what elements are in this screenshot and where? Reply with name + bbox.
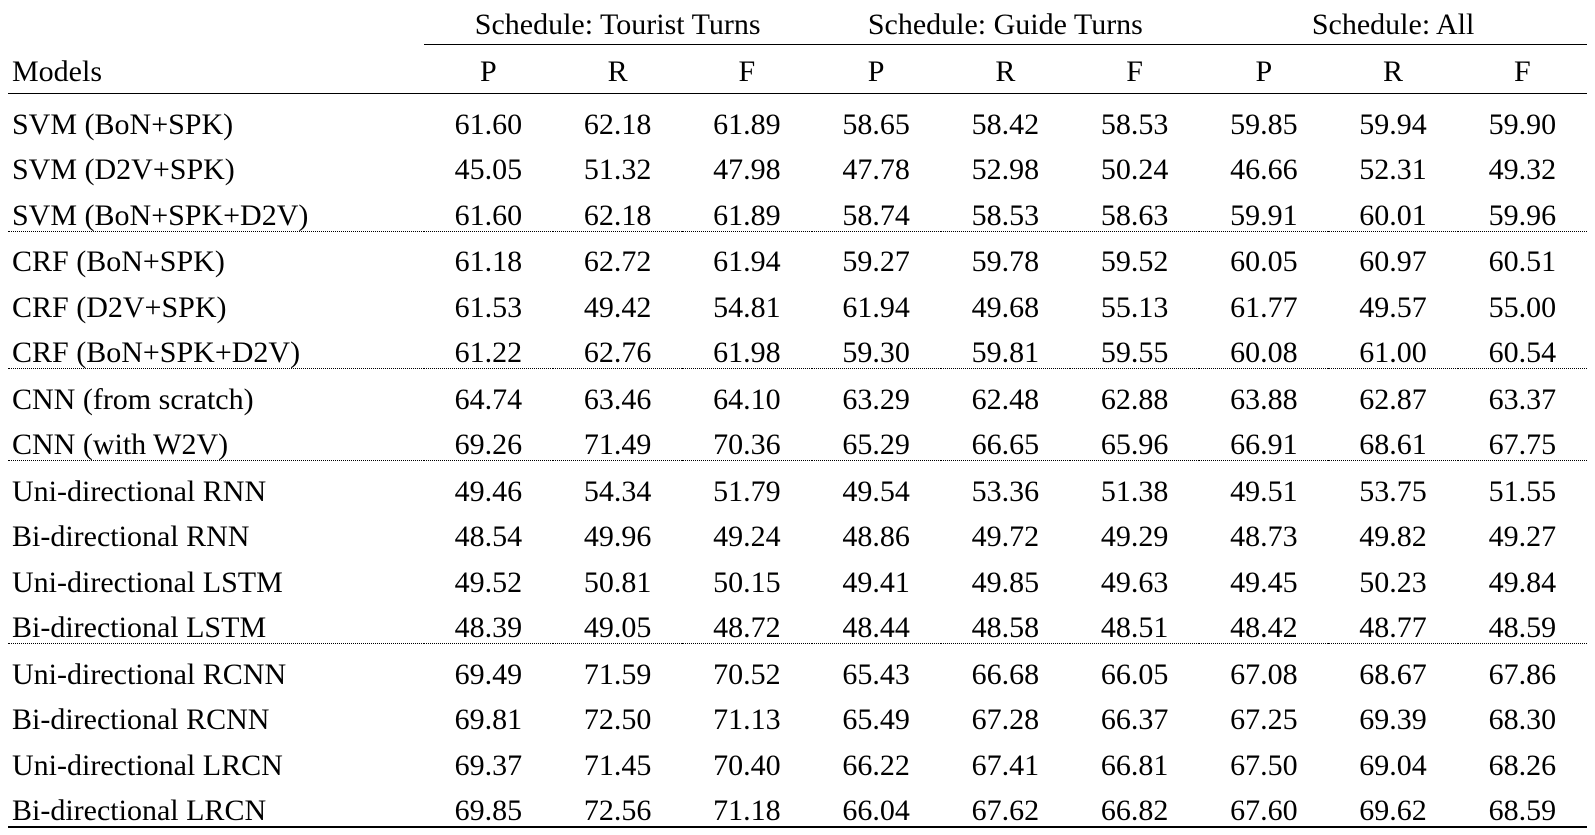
metric-value-cell: 59.55 — [1100, 336, 1169, 369]
models-column-header: Models — [8, 45, 424, 94]
metric-value-cell: 71.45 — [583, 748, 652, 782]
metric-value-cell: 49.68 — [971, 290, 1040, 324]
metric-value-cell: 58.42 — [971, 107, 1040, 141]
model-name-cell: Bi-directional LRCN — [8, 781, 424, 828]
metric-header-all-r: R — [1328, 45, 1457, 94]
model-name-cell: SVM (BoN+SPK) — [12, 107, 234, 141]
model-name-cell: Bi-directional RCNN — [12, 703, 270, 736]
group-header-guide: Schedule: Guide Turns — [812, 0, 1200, 45]
metric-value-cell: 49.42 — [583, 290, 652, 324]
table-row — [8, 323, 1587, 369]
model-name-cell: Uni-directional LSTM — [12, 565, 283, 599]
table-row — [8, 507, 1587, 553]
model-name-cell: SVM (D2V+SPK) — [12, 153, 235, 186]
metric-value-cell: 67.41 — [971, 748, 1040, 782]
metric-value-cell: 61.94 — [842, 290, 910, 324]
metric-value-cell: 68.30 — [1488, 703, 1557, 736]
metric-value-cell: 66.05 — [1070, 644, 1199, 690]
table-row — [8, 94, 1587, 140]
metric-value-cell: 63.37 — [1458, 369, 1587, 415]
metric-value-cell: 64.10 — [682, 369, 811, 415]
metric-value-cell: 50.24 — [1100, 153, 1169, 186]
metric-value-cell: 49.24 — [713, 520, 781, 553]
metric-value-cell: 53.36 — [941, 461, 1070, 507]
metric-value-cell: 68.67 — [1328, 644, 1457, 690]
table-row — [8, 461, 1587, 507]
group-header-all: Schedule: All — [1199, 0, 1587, 45]
metric-value-cell: 47.98 — [713, 153, 781, 186]
metric-value-cell: 59.52 — [1070, 231, 1199, 277]
metric-value-cell: 71.18 — [682, 781, 811, 828]
metric-value-cell: 59.78 — [941, 231, 1070, 277]
metric-value-cell: 69.04 — [1359, 748, 1427, 782]
metric-value-cell: 58.63 — [1100, 198, 1169, 232]
metric-value-cell: 70.40 — [713, 748, 781, 782]
metric-value-cell: 59.27 — [812, 231, 941, 277]
metric-value-cell: 65.29 — [842, 428, 910, 461]
metric-value-cell: 71.13 — [713, 703, 781, 736]
metric-value-cell: 67.28 — [971, 703, 1040, 736]
metric-value-cell: 49.41 — [842, 565, 910, 599]
metric-value-cell: 69.49 — [424, 644, 553, 690]
metric-value-cell: 69.85 — [424, 781, 553, 828]
results-table — [8, 0, 1587, 828]
model-name-cell: CRF (BoN+SPK) — [8, 231, 424, 277]
metric-value-cell: 59.94 — [1359, 107, 1427, 141]
metric-value-cell: 58.53 — [1100, 107, 1169, 141]
metric-value-cell: 49.52 — [454, 565, 523, 599]
metric-value-cell: 72.56 — [553, 781, 682, 828]
model-name-cell: Uni-directional RCNN — [8, 644, 424, 690]
metric-value-cell: 59.30 — [842, 336, 910, 369]
metric-value-cell: 61.22 — [454, 336, 523, 369]
metric-value-cell: 48.44 — [842, 611, 910, 644]
table-row — [8, 735, 1587, 781]
group-header-row — [8, 0, 1587, 45]
metric-value-cell: 48.86 — [842, 520, 910, 553]
table-row — [8, 644, 1587, 690]
table-row — [8, 415, 1587, 461]
metric-header-tourist-r: R — [553, 45, 682, 94]
table-row — [8, 185, 1587, 231]
metric-value-cell: 65.43 — [812, 644, 941, 690]
metric-value-cell: 62.76 — [583, 336, 652, 369]
metric-header-row — [8, 45, 1587, 94]
metric-value-cell: 49.57 — [1359, 290, 1427, 324]
metric-value-cell: 49.05 — [583, 611, 652, 644]
metric-value-cell: 53.75 — [1328, 461, 1457, 507]
metric-value-cell: 66.22 — [842, 748, 910, 782]
metric-value-cell: 62.18 — [583, 198, 652, 232]
metric-value-cell: 51.79 — [682, 461, 811, 507]
metric-value-cell: 58.74 — [842, 198, 910, 232]
metric-value-cell: 45.05 — [454, 153, 523, 186]
metric-value-cell: 48.39 — [454, 611, 523, 644]
metric-value-cell: 49.82 — [1359, 520, 1427, 553]
metric-value-cell: 72.50 — [583, 703, 652, 736]
group-header-blank — [8, 0, 424, 45]
metric-value-cell: 67.50 — [1230, 748, 1298, 782]
model-name-cell: CRF (D2V+SPK) — [12, 290, 227, 324]
metric-value-cell: 67.75 — [1488, 428, 1557, 461]
metric-value-cell: 62.87 — [1328, 369, 1457, 415]
metric-value-cell: 49.54 — [812, 461, 941, 507]
metric-value-cell: 63.88 — [1199, 369, 1328, 415]
metric-value-cell: 69.81 — [454, 703, 523, 736]
metric-value-cell: 49.32 — [1488, 153, 1557, 186]
metric-value-cell: 67.62 — [941, 781, 1070, 828]
metric-value-cell: 58.53 — [971, 198, 1040, 232]
metric-value-cell: 66.04 — [812, 781, 941, 828]
metric-value-cell: 61.53 — [454, 290, 523, 324]
table-row — [8, 781, 1587, 828]
metric-value-cell: 61.89 — [713, 198, 781, 232]
metric-value-cell: 67.08 — [1199, 644, 1328, 690]
metric-value-cell: 49.46 — [424, 461, 553, 507]
model-name-cell: Bi-directional RNN — [12, 520, 250, 553]
table-row — [8, 552, 1587, 598]
metric-value-cell: 61.89 — [713, 107, 781, 141]
metric-value-cell: 60.97 — [1328, 231, 1457, 277]
metric-value-cell: 66.68 — [941, 644, 1070, 690]
metric-value-cell: 60.01 — [1359, 198, 1427, 232]
metric-value-cell: 49.29 — [1100, 520, 1169, 553]
metric-value-cell: 59.90 — [1488, 107, 1557, 141]
metric-header-tourist-p: P — [424, 45, 553, 94]
metric-value-cell: 55.00 — [1488, 290, 1557, 324]
metric-value-cell: 54.81 — [713, 290, 781, 324]
metric-value-cell: 59.91 — [1230, 198, 1298, 232]
metric-value-cell: 49.51 — [1199, 461, 1328, 507]
metric-value-cell: 68.61 — [1359, 428, 1427, 461]
metric-value-cell: 52.98 — [971, 153, 1040, 186]
metric-value-cell: 48.51 — [1100, 611, 1169, 644]
model-name-cell: Bi-directional LSTM — [12, 611, 267, 644]
table-row — [8, 690, 1587, 736]
metric-value-cell: 68.59 — [1458, 781, 1587, 828]
metric-value-cell: 48.77 — [1359, 611, 1427, 644]
table-row — [8, 231, 1587, 277]
metric-value-cell: 66.81 — [1100, 748, 1169, 782]
model-name-cell: CNN (with W2V) — [12, 428, 229, 461]
metric-value-cell: 69.39 — [1359, 703, 1427, 736]
metric-header-guide-p: P — [812, 45, 941, 94]
metric-value-cell: 50.15 — [713, 565, 781, 599]
metric-value-cell: 66.82 — [1070, 781, 1199, 828]
metric-value-cell: 48.54 — [454, 520, 523, 553]
metric-value-cell: 67.86 — [1458, 644, 1587, 690]
metric-value-cell: 59.96 — [1488, 198, 1557, 232]
metric-value-cell: 69.26 — [454, 428, 523, 461]
metric-value-cell: 48.42 — [1230, 611, 1298, 644]
metric-value-cell: 66.37 — [1100, 703, 1169, 736]
metric-value-cell: 69.62 — [1328, 781, 1457, 828]
metric-value-cell: 50.81 — [583, 565, 652, 599]
metric-value-cell: 49.63 — [1100, 565, 1169, 599]
metric-value-cell: 61.18 — [424, 231, 553, 277]
metric-value-cell: 63.29 — [812, 369, 941, 415]
metric-value-cell: 48.72 — [713, 611, 781, 644]
metric-value-cell: 51.32 — [583, 153, 652, 186]
group-header-tourist: Schedule: Tourist Turns — [424, 0, 812, 45]
metric-value-cell: 62.48 — [941, 369, 1070, 415]
metric-value-cell: 61.60 — [454, 107, 523, 141]
metric-value-cell: 70.36 — [713, 428, 781, 461]
metric-value-cell: 59.85 — [1230, 107, 1298, 141]
metric-value-cell: 48.73 — [1230, 520, 1298, 553]
metric-header-all-p: P — [1199, 45, 1328, 94]
metric-value-cell: 62.18 — [583, 107, 652, 141]
metric-value-cell: 51.55 — [1458, 461, 1587, 507]
model-name-cell: Uni-directional RNN — [8, 461, 424, 507]
metric-value-cell: 71.49 — [583, 428, 652, 461]
metric-value-cell: 52.31 — [1359, 153, 1427, 186]
metric-value-cell: 49.45 — [1230, 565, 1298, 599]
metric-value-cell: 60.08 — [1230, 336, 1298, 369]
metric-value-cell: 60.54 — [1488, 336, 1557, 369]
metric-value-cell: 61.60 — [454, 198, 523, 232]
metric-value-cell: 59.81 — [971, 336, 1040, 369]
metric-header-guide-r: R — [941, 45, 1070, 94]
metric-value-cell: 49.96 — [583, 520, 652, 553]
metric-value-cell: 55.13 — [1100, 290, 1169, 324]
model-name-cell: Uni-directional LRCN — [12, 748, 283, 782]
table-row — [8, 140, 1587, 186]
metric-value-cell: 51.38 — [1070, 461, 1199, 507]
table-header — [8, 0, 1587, 94]
metric-value-cell: 70.52 — [682, 644, 811, 690]
metric-value-cell: 49.84 — [1488, 565, 1557, 599]
model-name-cell: CRF (BoN+SPK+D2V) — [12, 336, 301, 369]
metric-header-all-f: F — [1458, 45, 1587, 94]
table-body — [8, 94, 1587, 828]
metric-value-cell: 48.59 — [1488, 611, 1557, 644]
metric-value-cell: 58.65 — [842, 107, 910, 141]
metric-value-cell: 64.74 — [424, 369, 553, 415]
metric-header-guide-f: F — [1070, 45, 1199, 94]
metric-value-cell: 49.72 — [971, 520, 1040, 553]
metric-value-cell: 67.25 — [1230, 703, 1298, 736]
metric-value-cell: 47.78 — [842, 153, 910, 186]
metric-value-cell: 62.88 — [1070, 369, 1199, 415]
metric-value-cell: 54.34 — [553, 461, 682, 507]
metric-value-cell: 46.66 — [1230, 153, 1298, 186]
metric-value-cell: 60.05 — [1199, 231, 1328, 277]
metric-value-cell: 48.58 — [971, 611, 1040, 644]
metric-value-cell: 67.60 — [1199, 781, 1328, 828]
model-name-cell: CNN (from scratch) — [8, 369, 424, 415]
metric-value-cell: 61.77 — [1230, 290, 1298, 324]
metric-value-cell: 63.46 — [553, 369, 682, 415]
metric-value-cell: 61.94 — [682, 231, 811, 277]
metric-value-cell: 62.72 — [553, 231, 682, 277]
metric-value-cell: 65.96 — [1100, 428, 1169, 461]
metric-value-cell: 69.37 — [454, 748, 523, 782]
model-name-cell: SVM (BoN+SPK+D2V) — [12, 198, 309, 232]
table-row — [8, 369, 1587, 415]
metric-header-tourist-f: F — [682, 45, 811, 94]
metric-value-cell: 71.59 — [553, 644, 682, 690]
metric-value-cell: 61.98 — [713, 336, 781, 369]
metric-value-cell: 66.65 — [971, 428, 1040, 461]
metric-value-cell: 61.00 — [1359, 336, 1427, 369]
metric-value-cell: 49.27 — [1488, 520, 1557, 553]
metric-value-cell: 49.85 — [971, 565, 1040, 599]
table-row — [8, 598, 1587, 644]
metric-value-cell: 60.51 — [1458, 231, 1587, 277]
metric-value-cell: 65.49 — [842, 703, 910, 736]
table-row — [8, 277, 1587, 323]
metric-value-cell: 50.23 — [1359, 565, 1427, 599]
metric-value-cell: 68.26 — [1488, 748, 1557, 782]
metric-value-cell: 66.91 — [1230, 428, 1298, 461]
